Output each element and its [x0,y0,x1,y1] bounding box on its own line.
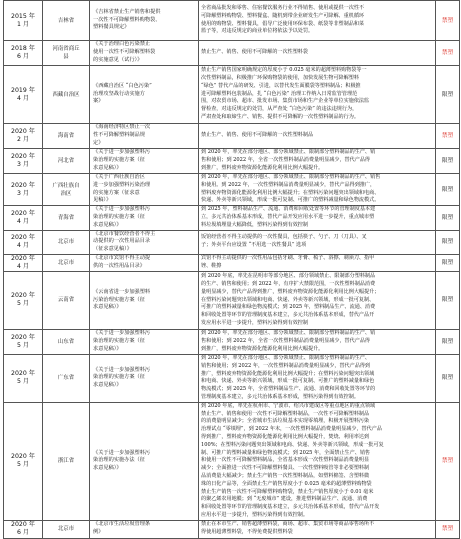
region-line: 北京市 [57,239,75,246]
content-line: 锉、鞋擦 [201,262,222,269]
date-cell [4,402,43,520]
content-line: 围，对农贸市场、超市、批发市场、集贸市场和生产企业等单位实施依法监 [201,98,370,105]
date-line: 3 月 [16,161,30,168]
policy-type-cell [436,174,460,206]
document-line: 《北京市宾馆不得主动提 [93,255,151,262]
content-line: 立，多元共治体系基本形成，替代产品开发应用水平进一步提升，重点城市塑 [201,213,375,220]
content-cell [199,174,436,206]
content-line: 禁止生产、销售、使用不可降解的一次性塑料制品 [201,132,314,139]
policy-type-cell [436,41,460,66]
content-line: 次性塑料制品，积极推广环保购物袋的使用，加快发展生物可降解塑料 [201,75,359,81]
content-line: 销售和使用；到 2022 年，一次性塑料制品消费量明显减少，替代产品得到 [201,362,371,369]
policy-type-label: 限塑 [441,297,454,304]
date-line: 2020 年 [11,292,35,300]
policy-type-label: 禁塑 [441,133,454,139]
date-line: 2018 年 [11,45,35,52]
policy-type-label: 限塑 [441,239,454,246]
region-line: 北京市 [57,259,75,266]
content-line: 到 2020 年，率先在部分地区、部分领域禁止、限制部分塑料制品的生产、销售 [201,174,381,180]
region-line: 云南省 [57,297,75,304]
document-line: 治理攻坚战行动实施方 [93,90,145,97]
document-line: 的实施方案（征求意 [93,189,140,196]
region-line: 广东省 [57,375,75,382]
content-line: 应用水平进一步提升，塑料污染得到有效控制。 [201,511,308,518]
content-line: 得到推广，塑料废弃物资源化能源化利用比例大幅提升，焚烧、利用率达到 [201,433,370,440]
date-cell [4,41,43,66]
date-line: 2020 年 [11,128,35,135]
policy-type-cell [436,254,460,271]
date-cell [4,66,43,124]
document-line: 《关于治理白色污染禁止 [93,41,151,48]
document-cell [90,354,199,402]
date-line: 2020 年 [11,370,35,378]
policy-type-label: 禁塑 [441,50,454,56]
document-cell [90,271,199,329]
document-line: 见稿）》 [93,197,112,204]
document-line: 《关于进一步加强塑料污 [93,149,151,156]
policy-type-cell [436,402,460,520]
date-line: 6 月 [16,529,30,537]
content-line: 到 2020 年，率先在部分地区、部分领域禁止、限制部分塑料制品的生产、销 [201,149,376,156]
document-line: 求意见稿）》 [93,345,122,352]
policy-type-cell [436,230,460,254]
document-line: 定》 [93,139,104,146]
date-cell [4,520,43,538]
date-line: 4 月 [16,262,30,270]
document-line: 《关于进一步加强塑料污 [93,206,151,213]
document-cell [90,149,199,174]
date-line: 4 月 [16,217,30,225]
content-line: 发应用水平进一步提升，塑料污染得到有效控制 [201,319,308,326]
document-cell [90,402,199,520]
document-cell [90,174,199,206]
date-line: 1 月 [16,20,30,28]
document-cell [90,66,199,124]
content-cell [199,402,436,520]
content-line: 和使用。到 2022 年，一次性塑料制品消费量明显减少，替代产品得到推广， [201,181,376,188]
document-cell [90,124,199,149]
table-row [4,329,460,354]
region-line: 吉林省 [57,17,75,24]
content-line: 和电商、快递、外卖等新兴领域，形成一批可复制、可推广的塑料减量和绿色 [201,378,375,385]
policy-type-cell [436,1,460,41]
content-line: 可推广的塑料减量和绿色物流模式；到 2025 年，塑料制品生产、流通、消费 [201,304,376,311]
content-line: 和使用一次性不可降解塑料制品，全省基本形成一次性塑料制品消费量明显 [201,457,370,464]
policy-type-label: 禁塑 [441,17,454,24]
region-cell [43,206,90,230]
document-line: 《西藏自治区 “白色污染” [93,82,152,89]
content-line: 珠的日化产品等，全面禁止生产销售厚度小于 0.025 毫米的超薄塑料购物袋 [201,480,372,487]
content-line: 快递、外卖等新兴领域，形成一批可复制、可推广的塑料减量和绿色物流模式。 [201,197,380,204]
policy-type-cell [436,271,460,329]
content-line: 量明显减少，替代产品得到推广，塑料废弃物资源化能源化利用比例大幅提升； [201,288,380,295]
document-line: 使用一次性不可降解塑料袋 [93,49,156,56]
policy-type-cell [436,520,460,538]
region-line: 河北省 [57,158,75,164]
table-row [4,271,460,329]
content-cell [199,149,436,174]
document-line: 《海南经济特区禁止一次 [93,124,151,131]
region-cell [43,124,90,149]
table-row [4,66,460,124]
policy-type-label: 限塑 [441,91,454,98]
document-line: 污染治理实施方案（征 [93,296,145,303]
document-line: 《北京市餐饮经营者不得主 [93,230,156,237]
content-line: 到 2020 年底，率先在昆明市等部分地区、部分领域禁止、限制部分塑料制品 [201,273,376,280]
document-cell [90,206,199,230]
region-cell [43,520,90,538]
date-cell [4,149,43,174]
date-line: 2020 年 [11,234,35,242]
content-cell [199,41,436,66]
content-line: 推广，塑料废弃物资源化能源化利用比例大幅提升；在塑料污染问题突出领域 [201,370,375,377]
region-cell [43,402,90,520]
content-line: 售和使用；到 2022 年，全省一次性塑料制品消费量明显减少，替代产品得 [201,338,371,345]
content-line: 100%；在塑料污染问题突出领域和电商、快递、外卖等新兴领域，形成一批可复 [201,441,384,448]
document-line: 的实施意见（试行）》 [93,56,143,63]
content-line: 在塑料污染问题突出领域和电商、快递、外卖等新兴领域，形成一批可复制、 [201,296,375,303]
table-row [4,1,460,41]
content-line: 全省商品批发和零售、住宿餐饮服务行业不得销售、使用或提供一次性不 [201,4,365,11]
policy-table [3,0,460,539]
date-line: 5 月 [16,378,30,386]
content-line: 的生产、销售和使用；到 2022 年，有序扩大禁限范围，一次性塑料制品消费 [201,280,376,287]
content-line: 到推广，塑料废弃物资源化能源化利用比例大幅提升。 [201,164,324,171]
document-line: 求意见稿）》 [93,221,122,228]
policy-table-body [4,1,460,539]
date-line: 2 月 [16,136,30,143]
policy-type-label: 限塑 [441,338,454,345]
document-line: 《关于进一步加强塑料污 [93,449,151,456]
policy-type-label: 限塑 [441,259,454,266]
document-line: 《吉林省禁止生产销售和提供 [93,8,161,15]
document-line: 动提供的一次性用品目录 [93,238,151,245]
content-line: 子；外卖平台应设置 “不用选一次性餐具” 选项 [201,242,307,249]
content-line: 到 2020 年，率先在部分地区、部分领域禁止、限制部分塑料制品的生产、 [201,354,371,361]
document-cell [90,329,199,354]
content-cell [199,271,436,329]
policy-type-label: 禁塑 [441,458,454,465]
table-row [4,174,460,206]
region-cell [43,1,90,41]
region-cell [43,41,90,66]
region-cell [43,149,90,174]
table-row [4,354,460,402]
region-cell [43,230,90,254]
content-line: 到推广，塑料废弃物资源化能源化利用比例大幅提升。 [201,345,324,352]
policy-type-cell [436,124,460,149]
date-cell [4,1,43,41]
region-line: 北京市 [57,526,75,533]
content-cell [199,206,436,230]
date-line: 2019 年 [11,86,35,94]
date-line: 2020 年 [11,209,35,217]
content-line: “绿色” 替代产品的研发、引进，以替代发生面膜袋等塑料制品；积极推 [201,82,361,89]
document-cell [90,41,199,66]
date-cell [4,254,43,271]
document-cell [90,1,199,41]
document-line: 塑料餐具规定》 [93,24,130,31]
content-line: 的聚乙烯农用地膜；到 “无废城市” 建设，推进塑料制品生产、流通、消费 [201,496,368,503]
document-line: 供的一次性用品目录》 [93,262,145,269]
region-line: 浙江省 [57,458,75,465]
content-line: 饭馆经营者不得主动提供的一次性餐具，包括筷子、勺子、刀（刀具）、叉 [201,234,367,241]
content-line: 进可降解塑料包装制品，扎 “白色污染” 治理工作纳入日常监管管理范 [201,90,358,97]
content-line: 制、可推广的塑料减量和绿色物流模式；到 2025 年，全面禁止生产、销售 [201,449,371,456]
content-line: 禁止生产销售一次性不可降解塑料购物袋，禁止生产销售厚度小于 0.01 毫米 [201,488,374,495]
region-line: 西藏自治区 [52,91,80,98]
date-line: 6 月 [16,53,30,60]
document-line: 一次性不可降解塑料购物袋、 [93,16,161,23]
policy-type-cell [436,66,460,124]
content-line: 和回收处置等环节的管理制度基本建立，多元共治体系基本形成，替代产品开 [201,312,375,319]
document-line: 《关于进一步加强塑料污 [93,366,151,373]
document-line: 求意见稿）》 [93,382,122,389]
region-cell [43,354,90,402]
content-line: 督检查，对违反规定的处罚，从严查处 “白色污染” 的违法违规行为， [201,106,358,113]
region-line: 山东省 [57,338,75,345]
content-line: 篮子等，对违反规定的商业单位将依法予以处罚。 [201,28,314,35]
content-cell [199,1,436,41]
policy-table-wrapper [3,0,458,537]
content-line: 禁止生产、销售和使用一次性不可降解塑料制品，一次性不可降解塑料制品 [201,410,370,417]
date-line: 2020 年 [11,181,35,189]
document-line: 染治理的实施方案（征 [93,338,145,345]
region-line: 青海省 [57,214,75,221]
document-line: 染治理的实施办法（征 [93,457,145,464]
content-line: 管理制度基本建立，多元共治体系基本形成，塑料污染得到有效控制。 [201,393,359,400]
content-cell [199,354,436,402]
content-line: 的消费量明显减少；全省城市生活垃圾基本实现零填埋，积极开展塑料污染 [201,418,370,425]
policy-type-label: 限塑 [441,375,454,382]
content-line: 使用的购物袋、塑料餐具，倡导广泛使用环保布袋、纸袋等非塑制品和菜 [201,20,365,27]
date-line: 3 月 [16,189,30,197]
document-line: 染治理的实施方案（征 [93,374,145,381]
table-row [4,402,460,520]
date-cell [4,230,43,254]
table-row [4,520,460,538]
content-line: 宾馆不得主动提供的一次性用品包括牙刷、牙膏、梳子、浴擦、剃须刀、指甲 [201,255,375,262]
policy-type-cell [436,329,460,354]
date-cell [4,124,43,149]
region-cell [43,66,90,124]
document-line: 染治理的实施方案（征 [93,157,145,164]
date-line: 2015 年 [11,12,35,20]
content-line: 减少；全面推进一次性不可降解塑料餐具、一次性塑料吸管等非必要塑料制 [201,465,370,472]
date-line: 5 月 [16,341,30,349]
document-line: 性不可降解塑料制品规 [93,132,145,139]
policy-type-label: 禁塑 [441,526,454,533]
date-line: 5 月 [16,461,30,469]
content-line: 可降解塑料购物袋、塑料餐盒、随机到带企业研发生产可降解、重机循环 [201,12,365,19]
document-line: 《关于广西壮族自治区 [93,174,145,180]
content-line: 到 2020 年，率先在部分地区、部分领域禁止、限制部分塑料制品的生产、销 [201,330,376,337]
date-line: 2020 年 [11,333,35,341]
table-row [4,149,460,174]
date-cell [4,206,43,230]
document-cell [90,520,199,538]
region-line: 广西壮族自 [52,182,80,189]
content-line: 塑料废弃物资源化能源化利用比例大幅提升；在塑料污染问题突出领域和电商、 [201,189,380,196]
content-cell [199,230,436,254]
date-line: 4 月 [16,242,30,250]
region-line: 海南省 [57,133,75,139]
date-cell [4,174,43,206]
content-cell [199,124,436,149]
content-line: 禁止在本市生产、销售超薄塑料袋，商场、超市、集贸市场等商品零售场所不 [201,521,375,528]
document-cell [90,230,199,254]
content-cell [199,254,436,271]
date-cell [4,271,43,329]
document-line: 求意见稿）》 [93,164,122,171]
document-line: 《北京市生活垃圾管理条 [93,521,151,528]
region-line: 治区 [60,190,72,197]
content-line: 品消费量大幅减少；禁止生产销售一次性塑料制品，如塑料棉签、含塑料微 [201,472,370,479]
content-line: 治理试点 “零填埋”，到 2022 年末，一次性塑料制品消费量明显减少，替代产品 [201,426,382,433]
policy-type-cell [436,354,460,402]
content-line: 售和使用；到 2022 年，全省一次性塑料制品消费量明显减少，替代产品得 [201,157,371,164]
content-line: 和回收处置等环节的管理制度基本建立，多元共治体系基本形成，替代产品开发 [201,504,380,511]
document-line: （征求意见稿）》 [93,246,132,253]
date-line: 5 月 [16,300,30,308]
content-line: 得使用超薄塑料袋，不得免费提供塑料袋 [201,529,293,536]
date-line: 2020 年 [11,254,35,262]
table-row [4,230,460,254]
policy-type-label: 限塑 [441,186,454,193]
date-line: 4 月 [16,94,30,102]
document-line: 进一步加强塑料污染治理 [93,181,151,188]
document-line: 案》 [93,98,104,105]
policy-type-label: 限塑 [441,214,454,221]
region-cell [43,271,90,329]
document-line: 求意见稿）》 [93,465,122,472]
document-line: 《关于进一步加强塑料污 [93,330,151,337]
date-cell [4,329,43,354]
date-line: 2020 年 [11,153,35,160]
document-cell [90,254,199,271]
document-line: 求意见稿）》 [93,304,122,311]
region-cell [43,329,90,354]
content-line: 物流模式；到 2025 年，全省塑料制品生产、流通、消费和回收处置等环节的 [201,386,376,393]
table-row [4,254,460,271]
document-line: 例》 [93,529,104,536]
content-cell [199,66,436,124]
policy-type-label: 限塑 [441,158,454,164]
date-line: 2020 年 [11,521,35,529]
document-line: 《云南省进一步加强塑料 [93,288,151,295]
region-cell [43,174,90,206]
content-cell [199,329,436,354]
table-row [4,124,460,149]
table-row [4,41,460,66]
region-line: 县 [63,54,69,60]
policy-type-cell [436,149,460,174]
region-cell [43,254,90,271]
date-line: 2020 年 [11,453,35,461]
policy-type-cell [436,206,460,230]
content-line: 到 2025 年，塑料制品生产、流通、消费和回收处置等环节的管理制度基本建 [201,206,376,213]
content-line: 严肃查处和取缔生产、销售、提供不可降解的一次性塑料制品的行为。 [201,113,359,120]
table-row [4,206,460,230]
content-line: 禁止生产、销售、使用不可降解的一次性塑料袋 [201,49,308,56]
content-cell [199,520,436,538]
date-cell [4,354,43,402]
content-line: 到 2020 年底，率先在杭州市、宁波市、绍兴市建成区等重点地区的重点领域 [201,402,376,409]
document-line: 染治理的实施方案（征 [93,213,145,220]
content-line: 料垃圾填埋量大幅降低，塑料污染得到有效控制 [201,221,308,228]
region-line: 河南省商丘 [52,46,80,52]
content-line: 禁止生产销售国家明确规定的厚度小于 0.025 毫米的超薄塑料购物袋等一 [201,67,367,74]
